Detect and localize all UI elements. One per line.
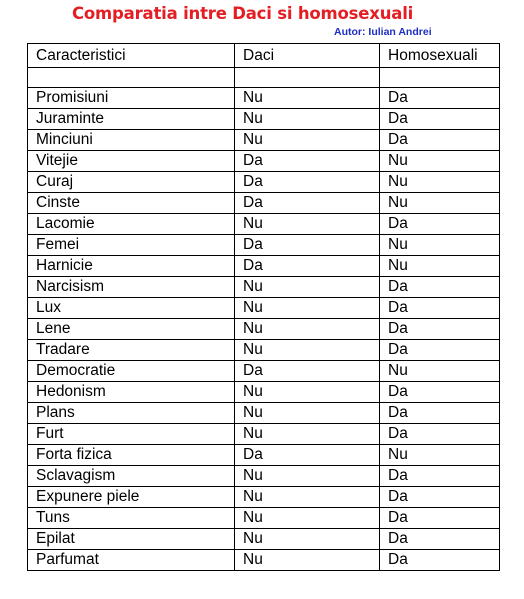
cell-daci: Da: [235, 256, 380, 277]
table-row: [28, 130, 500, 151]
author-line: Autor: Iulian Andrei: [334, 26, 432, 38]
table-row: [28, 319, 500, 340]
cell-characteristic: Cinste: [28, 193, 235, 214]
cell-daci: Nu: [235, 130, 380, 151]
cell-homosexuali: Da: [380, 403, 500, 424]
cell-homosexuali: Da: [380, 466, 500, 487]
cell-homosexuali: Da: [380, 298, 500, 319]
table-header-row: [28, 44, 500, 68]
table-row: [28, 508, 500, 529]
table-row: [28, 277, 500, 298]
cell-characteristic: Vitejie: [28, 151, 235, 172]
cell-homosexuali: Da: [380, 277, 500, 298]
cell-characteristic: Epilat: [28, 529, 235, 550]
cell-homosexuali: Nu: [380, 361, 500, 382]
cell-characteristic: Lene: [28, 319, 235, 340]
cell-characteristic: Harnicie: [28, 256, 235, 277]
table-row: [28, 361, 500, 382]
cell-daci: Nu: [235, 319, 380, 340]
cell-homosexuali: Da: [380, 382, 500, 403]
table-body: [28, 68, 500, 571]
blank-cell: [28, 68, 235, 88]
table-row: [28, 235, 500, 256]
table-row: [28, 424, 500, 445]
cell-characteristic: Democratie: [28, 361, 235, 382]
cell-daci: Nu: [235, 382, 380, 403]
cell-characteristic: Minciuni: [28, 130, 235, 151]
cell-daci: Da: [235, 235, 380, 256]
blank-row: [28, 68, 500, 88]
cell-homosexuali: Da: [380, 340, 500, 361]
cell-characteristic: Promisiuni: [28, 88, 235, 109]
table-row: [28, 151, 500, 172]
cell-characteristic: Expunere piele: [28, 487, 235, 508]
table-row: [28, 445, 500, 466]
cell-daci: Da: [235, 172, 380, 193]
cell-daci: Nu: [235, 529, 380, 550]
table-row: [28, 403, 500, 424]
table-row: [28, 529, 500, 550]
cell-characteristic: Tuns: [28, 508, 235, 529]
cell-homosexuali: Da: [380, 424, 500, 445]
table-row: [28, 382, 500, 403]
cell-daci: Nu: [235, 298, 380, 319]
cell-homosexuali: Nu: [380, 445, 500, 466]
cell-homosexuali: Nu: [380, 256, 500, 277]
cell-daci: Nu: [235, 214, 380, 235]
cell-daci: Nu: [235, 424, 380, 445]
cell-characteristic: Juraminte: [28, 109, 235, 130]
cell-characteristic: Plans: [28, 403, 235, 424]
cell-homosexuali: Da: [380, 550, 500, 571]
table-row: [28, 487, 500, 508]
blank-cell: [235, 68, 380, 88]
cell-characteristic: Curaj: [28, 172, 235, 193]
cell-characteristic: Narcisism: [28, 277, 235, 298]
cell-homosexuali: Nu: [380, 193, 500, 214]
table-row: [28, 340, 500, 361]
cell-characteristic: Parfumat: [28, 550, 235, 571]
cell-homosexuali: Da: [380, 487, 500, 508]
cell-homosexuali: Nu: [380, 151, 500, 172]
cell-daci: Nu: [235, 508, 380, 529]
cell-homosexuali: Nu: [380, 235, 500, 256]
cell-homosexuali: Da: [380, 529, 500, 550]
blank-cell: [380, 68, 500, 88]
cell-daci: Nu: [235, 277, 380, 298]
cell-homosexuali: Da: [380, 508, 500, 529]
cell-daci: Da: [235, 361, 380, 382]
cell-daci: Nu: [235, 487, 380, 508]
cell-homosexuali: Da: [380, 109, 500, 130]
cell-daci: Da: [235, 193, 380, 214]
table-row: [28, 109, 500, 130]
header-characteristics: Caracteristici: [28, 44, 235, 68]
table-row: [28, 466, 500, 487]
cell-characteristic: Hedonism: [28, 382, 235, 403]
table-row: [28, 298, 500, 319]
comparison-table: [27, 43, 500, 571]
table-row: [28, 193, 500, 214]
cell-homosexuali: Nu: [380, 172, 500, 193]
cell-characteristic: Lacomie: [28, 214, 235, 235]
table-row: [28, 172, 500, 193]
cell-daci: Nu: [235, 550, 380, 571]
cell-characteristic: Forta fizica: [28, 445, 235, 466]
cell-daci: Nu: [235, 109, 380, 130]
cell-homosexuali: Da: [380, 214, 500, 235]
cell-homosexuali: Da: [380, 130, 500, 151]
cell-daci: Da: [235, 151, 380, 172]
cell-daci: Nu: [235, 466, 380, 487]
cell-characteristic: Lux: [28, 298, 235, 319]
cell-characteristic: Tradare: [28, 340, 235, 361]
table-row: [28, 550, 500, 571]
header-homosexuali: Homosexuali: [380, 44, 500, 68]
cell-daci: Nu: [235, 88, 380, 109]
table-row: [28, 214, 500, 235]
cell-characteristic: Sclavagism: [28, 466, 235, 487]
cell-characteristic: Femei: [28, 235, 235, 256]
cell-daci: Nu: [235, 340, 380, 361]
cell-daci: Da: [235, 445, 380, 466]
document-title: Comparatia intre Daci si homosexuali: [72, 4, 414, 23]
table-row: [28, 88, 500, 109]
cell-homosexuali: Da: [380, 319, 500, 340]
cell-daci: Nu: [235, 403, 380, 424]
cell-characteristic: Furt: [28, 424, 235, 445]
cell-homosexuali: Da: [380, 88, 500, 109]
header-daci: Daci: [235, 44, 380, 68]
table-row: [28, 256, 500, 277]
